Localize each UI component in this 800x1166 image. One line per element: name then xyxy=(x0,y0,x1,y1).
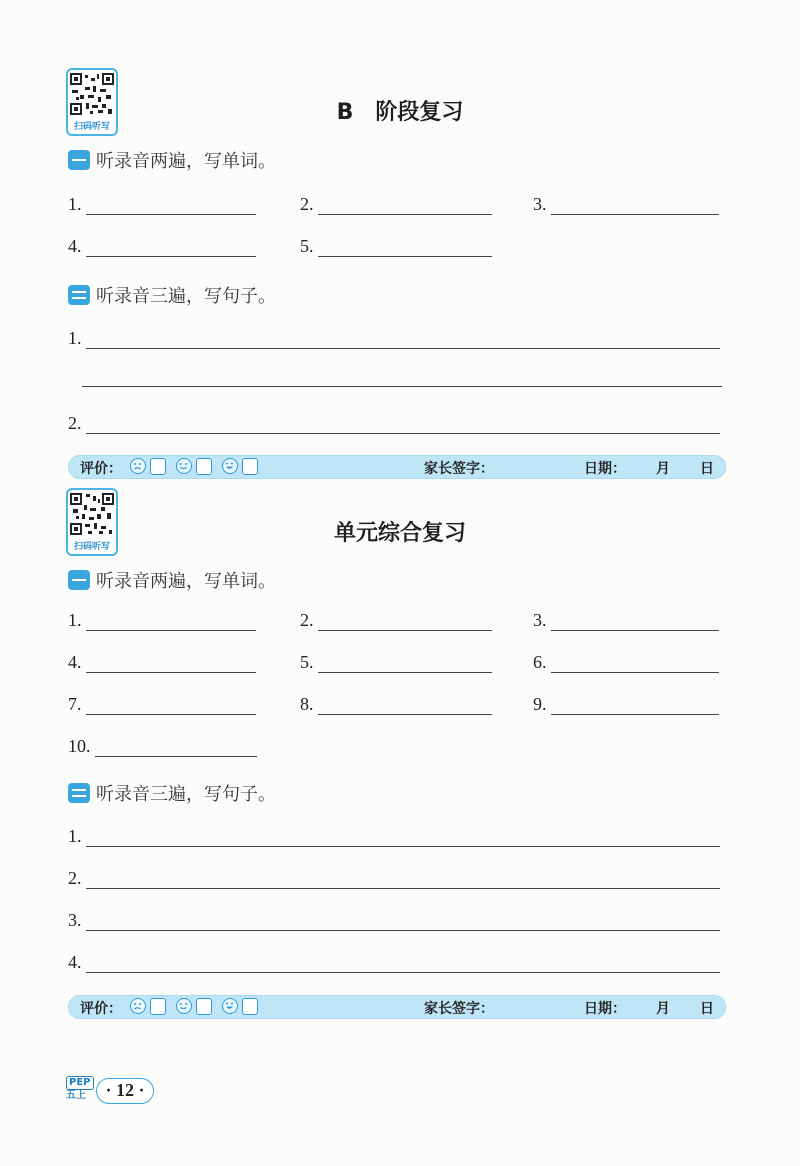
qr-caption: 扫码听写 xyxy=(73,542,110,552)
answer-blank[interactable]: 3. xyxy=(533,610,719,631)
happy-face-icon xyxy=(222,998,238,1014)
day-label: 日 xyxy=(700,1001,714,1017)
sentence-blank-continuation[interactable] xyxy=(82,385,722,387)
sad-face-icon xyxy=(130,998,146,1014)
evaluation-label: 评价： xyxy=(80,1001,122,1017)
answer-blank[interactable]: 8. xyxy=(300,694,492,715)
evaluation-bar xyxy=(68,995,726,1019)
grade-label: 五上 xyxy=(66,1090,86,1101)
month-label: 月 xyxy=(656,461,670,477)
evaluation-bar xyxy=(68,455,726,479)
exercise-instruction: 听录音三遍，写句子。 xyxy=(96,286,276,307)
answer-blank[interactable]: 5. xyxy=(300,236,492,257)
exercise-heading xyxy=(68,780,276,806)
exercise-instruction: 听录音两遍，写单词。 xyxy=(96,571,276,592)
section-title-b: B 阶段复习 xyxy=(336,100,464,125)
answer-blank[interactable]: 2. xyxy=(300,194,492,215)
happy-face-icon xyxy=(222,458,238,474)
sentence-blank[interactable]: 1. xyxy=(68,328,720,349)
rating-checkbox[interactable] xyxy=(196,998,212,1015)
sentence-blank[interactable]: 4. xyxy=(68,952,720,973)
number-two-badge-icon xyxy=(68,285,90,305)
sad-face-icon xyxy=(130,458,146,474)
day-label: 日 xyxy=(700,461,714,477)
rating-checkbox[interactable] xyxy=(196,458,212,475)
rating-checkbox[interactable] xyxy=(150,458,166,475)
answer-blank[interactable]: 6. xyxy=(533,652,719,673)
month-label: 月 xyxy=(656,1001,670,1017)
qr-caption: 扫码听写 xyxy=(73,122,110,132)
textbook-series-tag xyxy=(66,1076,92,1102)
number-two-badge-icon xyxy=(68,783,90,803)
answer-blank[interactable]: 1. xyxy=(68,610,256,631)
rating-checkbox[interactable] xyxy=(150,998,166,1015)
section-title-unit-review: 单元综合复习 xyxy=(333,521,466,546)
answer-blank[interactable]: 4. xyxy=(68,652,256,673)
sentence-blank[interactable]: 1. xyxy=(68,826,720,847)
answer-blank[interactable]: 1. xyxy=(68,194,256,215)
answer-blank[interactable]: 2. xyxy=(300,610,492,631)
sentence-blank[interactable]: 3. xyxy=(68,910,720,931)
neutral-face-icon xyxy=(176,998,192,1014)
answer-blank[interactable]: 9. xyxy=(533,694,719,715)
exercise-heading xyxy=(68,147,276,173)
date-label: 日期： xyxy=(584,461,626,477)
answer-blank[interactable]: 4. xyxy=(68,236,256,257)
rating-checkbox[interactable] xyxy=(242,998,258,1015)
number-one-badge-icon xyxy=(68,570,90,590)
answer-blank[interactable]: 5. xyxy=(300,652,492,673)
date-label: 日期： xyxy=(584,1001,626,1017)
page-number: · 12 · xyxy=(96,1078,154,1104)
evaluation-label: 评价： xyxy=(80,461,122,477)
answer-blank[interactable]: 3. xyxy=(533,194,719,215)
neutral-face-icon xyxy=(176,458,192,474)
exercise-heading xyxy=(68,567,276,593)
parent-signature-label: 家长签字： xyxy=(424,1001,494,1017)
answer-blank[interactable]: 10. xyxy=(68,736,257,757)
exercise-heading xyxy=(68,282,276,308)
number-one-badge-icon xyxy=(68,150,90,170)
parent-signature-label: 家长签字： xyxy=(424,461,494,477)
sentence-blank[interactable]: 2. xyxy=(68,868,720,889)
series-label: PEP xyxy=(66,1076,94,1090)
answer-blank[interactable]: 7. xyxy=(68,694,256,715)
exercise-instruction: 听录音两遍，写单词。 xyxy=(96,151,276,172)
sentence-blank[interactable]: 2. xyxy=(68,413,720,434)
exercise-instruction: 听录音三遍，写句子。 xyxy=(96,784,276,805)
rating-checkbox[interactable] xyxy=(242,458,258,475)
